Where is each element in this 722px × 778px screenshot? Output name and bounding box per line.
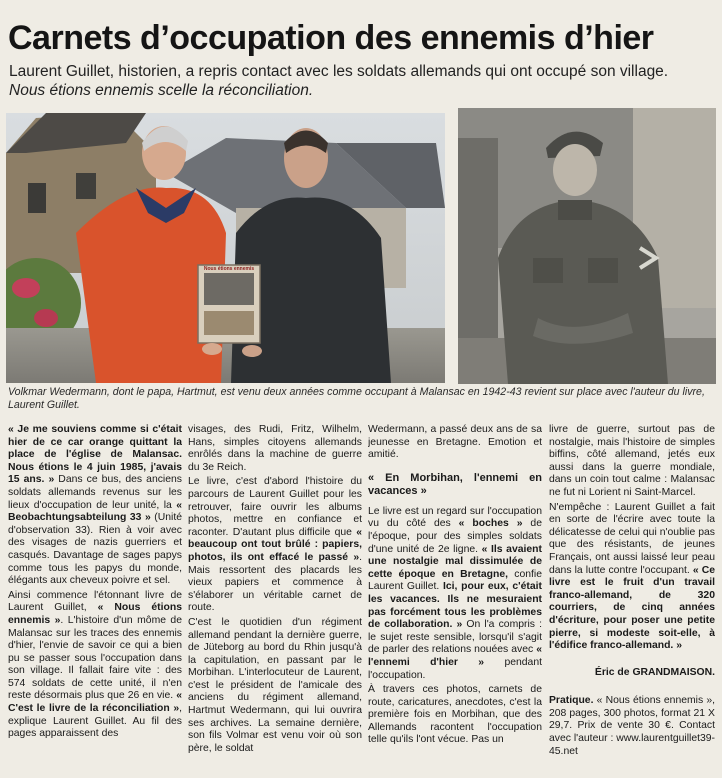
book-title: « Nous étions ennemis »: [8, 602, 182, 626]
text-span: Le livre, c'est d'abord l'histoire du parcours de Laurent Guillet pour les retrouver, faire ouvrir les albums photos, mettre en confiance et raconter. D'autant plus difficile que: [188, 476, 362, 538]
quote: « beaucoup ont tout brûlé : papiers, photos, ils ont effacé le passé »: [188, 526, 362, 563]
text-span: On l'a compris : le sujet reste sensible, lorsqu'il s'agit de parler des relations nouées avec: [368, 619, 542, 656]
photo-german-soldier: [458, 108, 716, 384]
author-signature: Éric de GRANDMAISON.: [594, 666, 715, 678]
quote: « C'est le livre de la réconciliation »: [8, 690, 182, 715]
quote: « Ils avaient une nostalgie mal dissimulée de cette époque en Bretagne,: [368, 543, 542, 580]
photo-two-men-with-book: [6, 113, 445, 383]
paragraph: [549, 502, 715, 653]
text-span: Le livre est un regard sur l'occupation vu du côté des: [368, 505, 542, 530]
lead-quote: « Je me souviens comme si c'était hier de ce car orange quittant la place de l'église de Malansac. Nous étions le 4 juin 1985, j'avais 15 ans. »: [8, 424, 182, 486]
quote: « boches »: [458, 518, 523, 530]
text-span: (Unité d'observation 33). Rien à voir avec des visages de nazis guerriers et casqués. Davantage de sages papys comme tous les papys du monde, élégants aux cheveux poivre et sel.: [8, 512, 182, 587]
quote: Ici, pour eux, c'était les vacances. Ils ne mesuraient pas forcément tous les problèmes de collaboration. »: [368, 581, 542, 631]
text-span: . L'histoire d'un môme de Malansac sur les traces des ennemis d'hier, l'envie de savoir ce qui a bien pu se passer sous l'occupation dans son village. Il fallait faire vite : des 574 soldats de cette unité, il n'en reste désormais plus que 26 en vie.: [8, 614, 182, 702]
text-span: , explique Laurent Guillet. Au fil des pages apparaissent des: [8, 703, 182, 740]
text-span: Ainsi commence l'étonnant livre de Laurent Guillet,: [8, 589, 182, 614]
article-column-2: [188, 424, 362, 776]
quote: « l'ennemi d'hier »: [368, 644, 542, 668]
pratique-label: Pratique.: [549, 695, 594, 707]
article-column-1: [8, 424, 182, 776]
text-span: N'empêche : Laurent Guillet a fait en sorte de l'écrire avec toute la délicatesse de celui qui n'oublie pas que des résistants, de jeunes Français, ont aussi laissé leur peau dans la lutte contre l'occupant.: [549, 501, 715, 576]
standfirst-line: Laurent Guillet, historien, a repris contact avec les soldats allemands qui ont occupé son village.: [9, 63, 669, 80]
text-span: pendant l'occupation.: [368, 656, 542, 681]
paragraph: visages, des Rudi, Fritz, Wilhelm, Hans, simples citoyens allemands enrôlés dans la machine de guerre du 3e Reich.: [188, 424, 362, 473]
text-span: de l'époque, pour des simples soldats d'une unité de 2e ligne.: [368, 518, 542, 555]
paragraph: [8, 424, 182, 588]
paragraph: [188, 476, 362, 615]
paragraph: Wedermann, a passé deux ans de sa jeunesse en Bretagne. Emotion et amitié.: [368, 424, 542, 461]
article-headline: Carnets d’occupation des ennemis d’hier: [8, 19, 654, 57]
paragraph: livre de guerre, surtout pas de nostalgie, mais l'histoire de simples biffins, côté allemand, jetés eux aussi dans la guerre mondiale, dans un coin tout calme : Malansac ne fut ni Lorient ni Saint-Marcel.: [549, 424, 715, 498]
pratique-info: [549, 695, 715, 758]
unit-name: « Beobachtungsabteilung 33 »: [8, 499, 182, 524]
section-subheading: « En Morbihan, l'ennemi en vacances »: [368, 471, 542, 497]
pratique-text: « Nous étions ennemis », 208 pages, 300 photos, format 21 X 29,7. Prix de vente 30 €. Contact avec l'auteur : www.laurentguillet39-45.net: [549, 695, 715, 757]
text-span: . Mais ressortent des placards les vieux papiers et commence à s'élaborer un véritable carnet de route.: [188, 551, 362, 614]
text-span: Dans ce bus, des anciens soldats allemands revenus sur les lieux d'occupation de leur unité, la: [8, 474, 182, 511]
paragraph: [368, 506, 542, 682]
article-column-3: [368, 424, 542, 776]
article-column-4: [549, 424, 715, 776]
paragraph: À travers ces photos, carnets de route, caricatures, anecdotes, c'est la première fois en Morbihan, que des Allemands racontent l'occupation telle qu'ils l'ont vécue. Pas un: [368, 684, 542, 746]
paragraph: [8, 590, 182, 741]
standfirst-line-italic: Nous étions ennemis scelle la réconciliation.: [9, 82, 314, 99]
paragraph: C'est le quotidien d'un régiment allemand pendant la dernière guerre, de Jüteborg au bord du Rhin jusqu'à la capitulation, en passant par le Morbihan. L'interlocuteur de Laurent, c'est le président de l'amicale des anciens du régiment allemand, Hartmut Wedermann, qui lui ouvrira ses archives. La semaine dernière, son fils Volmar est venu voir où son père, le soldat: [188, 616, 362, 754]
standfirst: [9, 62, 709, 100]
book-cover-title: Nous étions ennemis: [203, 266, 255, 272]
photo-caption: Volkmar Wedermann, dont le papa, Hartmut, est venu deux années comme occupant à Malansac en 1942-43 revient sur place avec l'auteur du livre, Laurent Guillet.: [8, 386, 705, 411]
quote: « Ce livre est le fruit d'un travail franco-allemand, de 320 courriers, de cinq années d'écriture, pour poser une petite pierre, si modeste soit-elle, à l'édifice franco-allemand. »: [549, 564, 715, 652]
text-span: confie Laurent Guillet.: [368, 568, 542, 593]
